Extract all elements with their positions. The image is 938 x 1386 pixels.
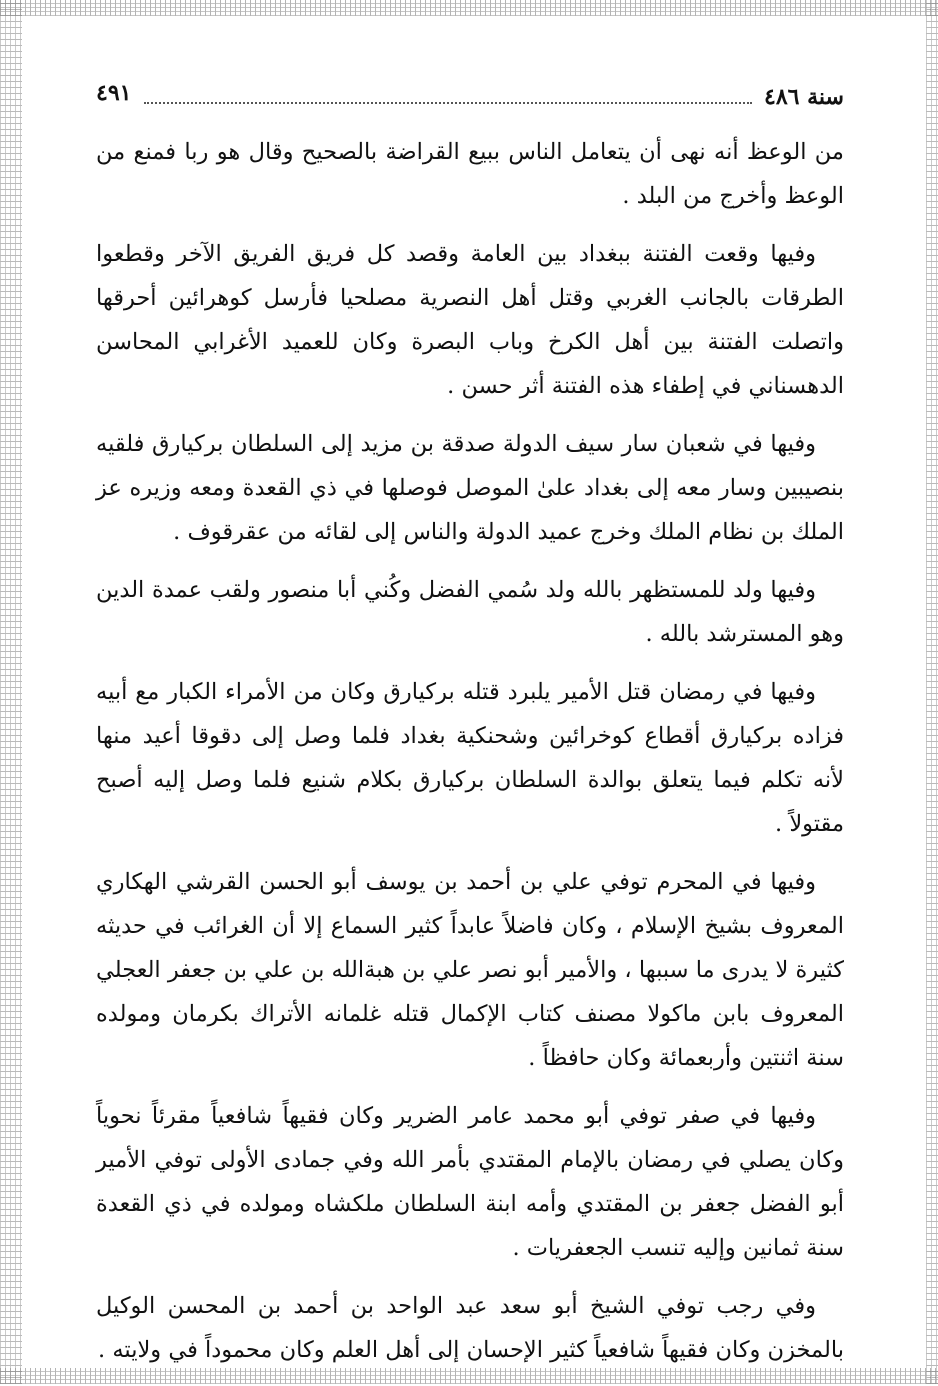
paragraph: وفيها في المحرم توفي علي بن أحمد بن يوسف أبو الحسن القرشي الهكاري المعروف بشيخ الإسلام ، وكان فاضلاً عابداً كثير السماع إلا أن الغرائب في حديثه كثيرة لا يدرى ما سببها ، والأمير أبو نصر علي بن هبةالله بن علي بن جعفر العجلي المعروف بابن ماكولا مصنف كتاب الإكمال قتله غلمانه الأتراك بكرمان ومولده سنة اثنتين وأربعمائة وكان حافظاً . [96, 869, 844, 1071]
dotted-leader [144, 102, 752, 104]
body-text [96, 130, 844, 1386]
ornamental-border-top [0, 0, 938, 16]
paragraph: وفي رجب توفي الشيخ أبو سعد عبد الواحد بن أحمد بن المحسن الوكيل بالمخزن وكان فقيهاً شافعياً كثير الإحسان إلى أهل العلم وكان محموداً في ولايته . [96, 1293, 844, 1363]
page-number: ٤٩١ [96, 80, 132, 106]
ornamental-border-right [926, 0, 938, 1384]
running-head: سنة ٤٨٦ [764, 84, 844, 110]
paragraph: وفيها في رمضان قتل الأمير يلبرد قتله بركيارق وكان من الأمراء الكبار مع أبيه فزاده بركيارق أقطاع كوخرائين وشحنكية بغداد فلما وصل إلى دقوقا أعيد منها لأنه تكلم فيما يتعلق بوالدة السلطان بركيارق بكلام شنيع فلما وصل إليه أصبح مقتولاً . [96, 679, 844, 837]
paragraph: وفيها في شعبان سار سيف الدولة صدقة بن مزيد إلى السلطان بركيارق فلقيه بنصيبين وسار معه إلى بغداد علىٰ الموصل فوصلها في ذي القعدة ومعه وزيره عز الملك بن نظام الملك وخرج عميد الدولة والناس إلى لقائه من عقرقوف . [96, 431, 844, 545]
paragraph: وفيها في صفر توفي أبو محمد عامر الضرير وكان فقيهاً شافعياً مقرئاً نحوياً وكان يصلي في رمضان بالإمام المقتدي بأمر الله وفي جمادى الأولى توفي الأمير أبو الفضل جعفر بن المقتدي وأمه ابنة السلطان ملكشاه ومولده في ذي القعدة سنة ثمانين وإليه تنسب الجعفريات . [96, 1103, 844, 1261]
ornamental-border-left [0, 0, 22, 1384]
paragraph: وفيها ولد للمستظهر بالله ولد سُمي الفضل وكُني أبا منصور ولقب عمدة الدين وهو المسترشد بالله . [96, 577, 844, 647]
paragraph: من الوعظ أنه نهى أن يتعامل الناس ببيع القراضة بالصحيح وقال هو ربا فمنع من الوعظ وأخرج من البلد . [96, 139, 844, 209]
page-header [96, 80, 844, 116]
paragraph: وفيها وقعت الفتنة ببغداد بين العامة وقصد كل فريق الفريق الآخر وقطعوا الطرقات بالجانب الغربي وقتل أهل النصرية مصلحيا فأرسل كوهرائين أحرقها واتصلت الفتنة بين أهل الكرخ وباب البصرة وكان للعميد الأغرابي المحاسن الدهسناني في إطفاء هذه الفتنة أثر حسن . [96, 241, 844, 399]
